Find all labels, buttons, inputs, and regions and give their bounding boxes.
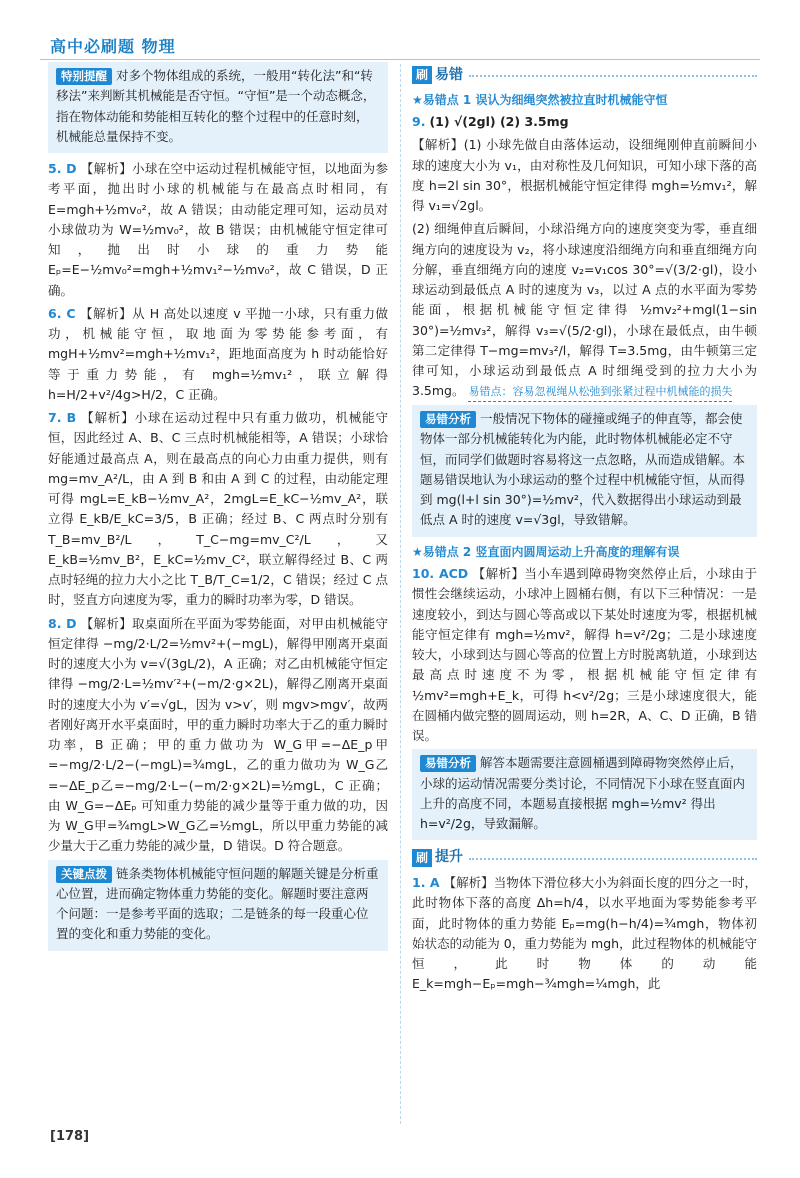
- answer-item: [48, 159, 388, 301]
- item-text: 【解析】从 H 高处以速度 v 平抛一小球，只有重力做功，机械能守恒，取地面为零势能参考面，有 mgH+½mv²=mgh+½mv₁²，距地面高度为 h 时动能恰好等于重力势能，有 mgh=½mv₁²，联立解得 h=H/2+v²/4g>H/2，C 正确。: [48, 305, 388, 402]
- section-dotted-rule: [469, 75, 757, 77]
- key-tip-text: 链条类物体机械能守恒问题的解题关键是分析重心位置，进而确定物体重力势能的变化。解题时要注意两个问题：一是参考平面的选取；二是链条的每一段重心位置的变化和重力势能的变化。: [56, 865, 379, 942]
- answer-item: [412, 873, 757, 995]
- error-analysis-text: 解答本题需要注意圆桶遇到障碍物突然停止后，小球的运动情况需要分类讨论，不同情况下小球在竖直面内上升的高度不同，本题易直接根据 mgh=½mv² 得出 h=v²/2g，导致漏解。: [420, 755, 746, 832]
- answer-item: [412, 564, 757, 746]
- page-number-value: 178: [55, 1129, 84, 1144]
- section-label: 易错: [435, 67, 464, 83]
- special-reminder-tag: 特别提醒: [56, 68, 112, 85]
- item-text: 【解析】小球在空中运动过程机械能守恒，以地面为参考平面，抛出时小球的机械能与在最高点时相同，有 E=mgh+½mv₀²，故 A 错误；由动能定理可知，运动员对小球做功为 W=½mv₀²，故 B 错误；由机械能守恒定律可知，抛出时小球的重力势能 Eₚ=E−½mv₀²=mgh+½mv₁²−½mv₀²，故 C 错误，D 正确。: [48, 161, 388, 298]
- section-header-improve: [412, 846, 757, 869]
- error-analysis-text: 一般情况下物体的碰撞或绳子的伸直等，都会使物体一部分机械能转化为内能，此时物体机械能必定不守恒，而同学们做题时容易将这一点忽略，从而造成错解。本题易错误地认为小球运动的整个过程中机械能守恒，从而得到 mg(l+l sin 30°)=½mv²，代入数据得出小球运动到最低点 A 时的速度 v=√3gl，导致错解。: [420, 411, 746, 528]
- header-rule: [40, 59, 760, 60]
- right-column: [412, 62, 757, 1122]
- item-text: 【解析】当小车遇到障碍物突然停止后，小球由于惯性会继续运动，小球冲上圆桶右侧，有以下三种情况：一是速度较小，到达与圆心等高或以下某处时速度为零，根据机械能守恒定律有 mgh=½mv²，解得 h=v²/2g；二是小球速度较大，小球到达与圆心等高的位置上方时脱离轨道，小球到达最高点时速度不为零，根据机械能守恒定律有 ½mv²=mgh+E_k，可得 h<v²/2g；三是小球速度很大，能在圆桶内做完整的圆周运动，则 h=2R，A、C、D 正确，B 错误。: [412, 566, 757, 744]
- item-number: 6. C: [48, 305, 76, 321]
- error-analysis-box: [412, 749, 757, 840]
- item-answer: (1) √(2gl) (2) 3.5mg: [429, 114, 569, 130]
- error-point-heading: ★易错点 2 竖直面内圆周运动上升高度的理解有误: [412, 544, 680, 559]
- analysis-text: [412, 219, 757, 402]
- key-tip-tag: 关键点拨: [56, 866, 112, 883]
- item-number: 10. ACD: [412, 566, 469, 582]
- special-reminder-text: 对多个物体组成的系统，一般用“转化法”和“转移法”来判断其机械能是否守恒。“守恒”是一个动态概念，指在物体动能和势能相互转化的整个过程中的任意时刻，机械能总量保持不变。: [56, 68, 376, 144]
- answer-item: [48, 304, 388, 405]
- page-header: [40, 34, 760, 62]
- item-number: 8. D: [48, 615, 77, 631]
- answer-item: [48, 408, 388, 611]
- special-reminder-box: [48, 62, 388, 153]
- error-point-heading: ★易错点 1 误认为细绳突然被拉直时机械能守恒: [412, 92, 668, 107]
- column-divider: [400, 64, 401, 1124]
- section-badge: 刷: [412, 849, 432, 867]
- key-tip-box: [48, 860, 388, 951]
- section-dotted-rule: [469, 858, 757, 860]
- page-number: [178]: [50, 1129, 90, 1144]
- book-title: 高中必刷题 物理: [50, 37, 176, 56]
- answer-item: [48, 614, 388, 857]
- section-label: 提升: [435, 849, 464, 866]
- error-analysis-tag: 易错分析: [420, 411, 476, 428]
- section-header-errors: [412, 64, 757, 87]
- item-text: 【解析】取桌面所在平面为零势能面，对甲由机械能守恒定律得 −mg/2·L/2=½mv²+(−mgL)，解得甲刚离开桌面时的速度大小为 v=√(3gL/2)，A 正确；对乙由机械能守恒定律得 −mg/2·L=½mv′²+(−m/2·g×2L)，解得乙刚离开桌面时的速度大小为 v′=√gL，因为 v>v′，则 mgv>mgv′，故两者刚好离开水平桌面时，甲的重力瞬时功率大于乙的重力瞬时功率，B 正确；甲的重力做功为 W_G甲=−ΔE_p甲=−mg/2·L/2−(−mgL)=¾mgL，乙的重力做功为 W_G乙=−ΔE_p乙=−mg/2·L−(−m/2·g×2L)=½mgL，C 正确；由 W_G=−ΔEₚ 可知重力势能的减少量等于重力做的功，因为 W_G甲=¾mgL>W_G乙=½mgL，所以甲重力势能的减少量大于乙重力势能的减少量，D 错误。D 符合题意。: [48, 615, 388, 854]
- analysis-text: 【解析】(1) 小球先做自由落体运动，设细绳刚伸直前瞬间小球的速度大小为 v₁，由对称性及几何知识，可知小球下落的高度 h=2l sin 30°，根据机械能守恒定律得 mgh=½mv₁²，解得 v₁=√2gl。: [412, 137, 757, 214]
- item-number: 1. A: [412, 875, 440, 891]
- item-text: 【解析】小球在运动过程中只有重力做功，机械能守恒，因此经过 A、B、C 三点时机械能相等，A 错误；小球恰好能通过最高点 A，则在最高点的向心力由重力提供，则有 mg=mv_A²/L，由 A 到 B 和由 A 到 C 的过程，由动能定理可得 mgL=E_kB−½mv_A²，2mgL=E_kC−½mv_A²，联立得 E_kB/E_kC=3/5，B 正确；经过 B、C 两点时分别有 T_B=mv_B²/L，T_C−mg=mv_C²/L，又 E_kB=½mv_B²，E_kC=½mv_C²，联立解得经过 B、C 两点时轻绳的拉力大小之比 T_B/T_C=1/2，C 错误；经过 C 点时，竖直方向速度为零，重力的瞬时功率为零，D 错误。: [48, 410, 388, 608]
- item-text: 【解析】当物体下滑位移大小为斜面长度的四分之一时，此时物体下落的高度 Δh=h/4，以水平地面为零势能参考平面，此时物体的重力势能 Eₚ=mg(h−h/4)=¾mgh，物体初始状态的动能为 0，重力势能为 mgh，此过程物体的机械能守恒，此时物体的动能 E_k=mgh−Eₚ=mgh−¾mgh=¼mgh，此: [412, 875, 757, 992]
- left-column: [48, 62, 388, 1122]
- item-number: 7. B: [48, 410, 77, 425]
- error-callout: 易错点：容易忽视绳从松弛到张紧过程中机械能的损失: [468, 383, 732, 402]
- analysis-part: (2) 细绳伸直后瞬间，小球沿绳方向的速度突变为零，垂直细绳方向的速度设为 v₂，将小球速度沿细绳方向和垂直细绳方向分解，垂直细绳方向的速度 v₂=v₁cos 30°=√(3/2·gl)，设小球运动到最低点 A 时的速度为 v₃，以过 A 点的水平面为零势能面，根据机械能守恒定律得 ½mv₂²+mgl(1−sin 30°)=½mv₃²，解得 v₃=√(5/2·gl)，小球在最低点，由牛顿第二定律得 T−mg=mv₃²/l，解得 T=3.5mg，由牛顿第三定律可知，小球运动到最低点 A 时细绳受到的拉力大小为 3.5mg。: [412, 221, 757, 399]
- error-analysis-box: [412, 405, 757, 537]
- section-badge: 刷: [412, 66, 432, 84]
- error-analysis-tag: 易错分析: [420, 755, 476, 772]
- item-number: 5. D: [48, 161, 77, 176]
- answer-item: [412, 112, 757, 132]
- item-number: 9.: [412, 114, 426, 130]
